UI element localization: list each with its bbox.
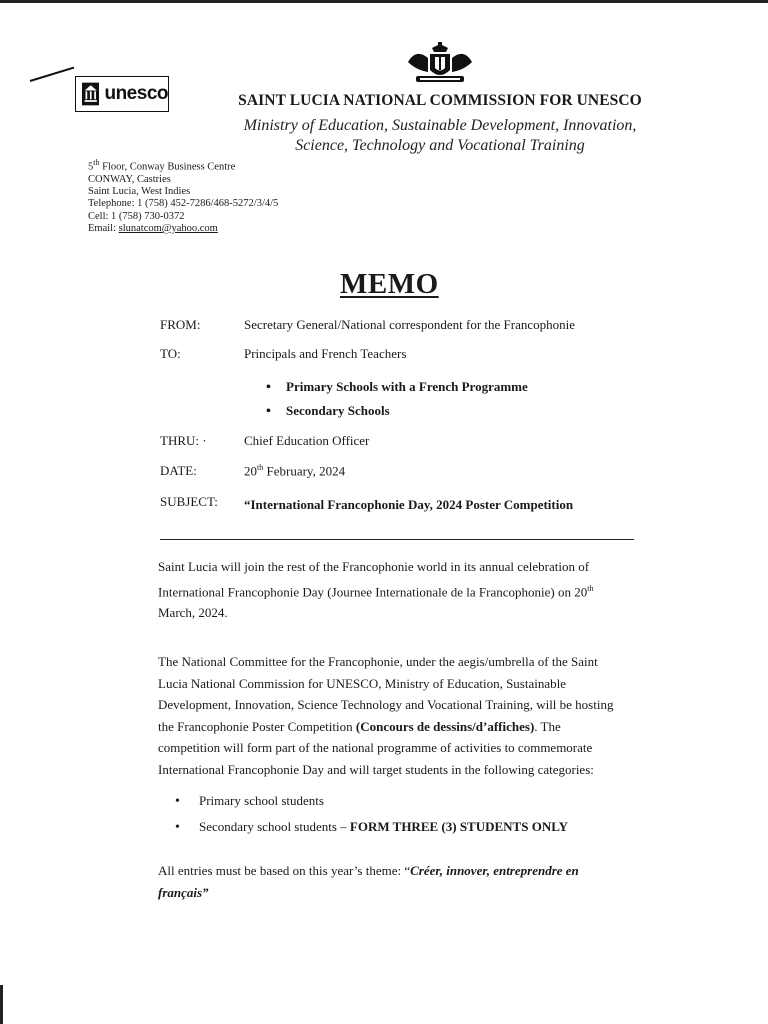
paragraph-3 xyxy=(158,860,654,903)
paragraph-1-line: Saint Lucia will join the rest of the Francophonie world in its annual celebration of xyxy=(158,559,590,574)
scan-edge-mark xyxy=(0,985,3,1024)
paragraph-2-line: Lucia National Commission for UNESCO, Ministry of Education, Sustainable xyxy=(158,675,567,691)
to-value: Principals and French Teachers xyxy=(244,346,407,361)
from-value: Secretary General/National correspondent for the Francophonie xyxy=(244,317,576,332)
paragraph-2-line: International Francophonie Day and will target students in the following categories: xyxy=(158,761,594,777)
logo-text: unesco xyxy=(104,83,168,104)
paragraph-1-line: March, 2024. xyxy=(158,605,228,621)
subject-value: “International Francophonie Day, 2024 Poster Competition xyxy=(244,497,574,512)
email-line: Email: slunatcom@yahoo.com xyxy=(88,222,218,234)
address-line-1: 5th Floor, Conway Business Centre xyxy=(88,158,236,173)
cell-line: Cell: 1 (758) 730-0372 xyxy=(88,210,185,222)
paragraph-3-line: All entries must be based on this year’s theme: “Créer, innover, entreprendre en xyxy=(158,863,579,878)
ministry-line-1: Ministry of Education, Sustainable Development, Innovation, xyxy=(243,117,637,134)
to-bullet: • Primary Schools with a French Programme xyxy=(266,379,528,395)
telephone-line: Telephone: 1 (758) 452-7286/468-5272/3/4/5 xyxy=(88,198,279,210)
to-bullet: • Secondary Schools xyxy=(266,403,390,419)
email-link[interactable]: slunatcom@yahoo.com xyxy=(118,222,218,234)
date-label: DATE: xyxy=(160,463,197,478)
thru-label: THRU: · xyxy=(160,433,207,448)
thru-value: Chief Education Officer xyxy=(244,433,370,448)
paragraph-2-line: The National Committee for the Francophonie, under the aegis/umbrella of the Saint xyxy=(158,654,598,669)
date-value: 20th February, 2024 xyxy=(244,463,346,479)
from-label: FROM: xyxy=(160,317,201,332)
to-label: TO: xyxy=(160,346,181,361)
paragraph-1-line: International Francophonie Day (Journee Internationale de la Francophonie) on 20th xyxy=(158,583,594,599)
memo-title: MEMO xyxy=(340,268,439,300)
pen-mark xyxy=(30,67,75,82)
paragraph-1 xyxy=(158,556,654,624)
paragraph-3-line: français” xyxy=(158,884,209,900)
category-bullet: • Primary school students xyxy=(175,793,324,809)
address-line-3: Saint Lucia, West Indies xyxy=(88,186,191,198)
coat-of-arms-icon xyxy=(402,42,478,86)
commission-title: SAINT LUCIA NATIONAL COMMISSION FOR UNESCO xyxy=(238,92,642,109)
scan-top-border xyxy=(0,0,768,3)
address-line-2: CONWAY, Castries xyxy=(88,173,171,185)
paragraph-2 xyxy=(158,651,654,780)
paragraph-2-line: the Francophonie Poster Competition (Concours de dessins/d’affiches). The xyxy=(158,718,561,734)
ministry-line-2: Science, Technology and Vocational Training xyxy=(295,137,585,154)
paragraph-2-line: competition will form part of the national programme of activities to commemorate xyxy=(158,740,593,755)
divider xyxy=(160,539,634,540)
address-block xyxy=(88,157,278,235)
category-bullet: • Secondary school students – FORM THREE (3) STUDENTS ONLY xyxy=(175,819,569,835)
paragraph-2-line: Development, Innovation, Science Technology and Vocational Training, will be hosting xyxy=(158,697,614,712)
subject-label: SUBJECT: xyxy=(160,494,218,509)
